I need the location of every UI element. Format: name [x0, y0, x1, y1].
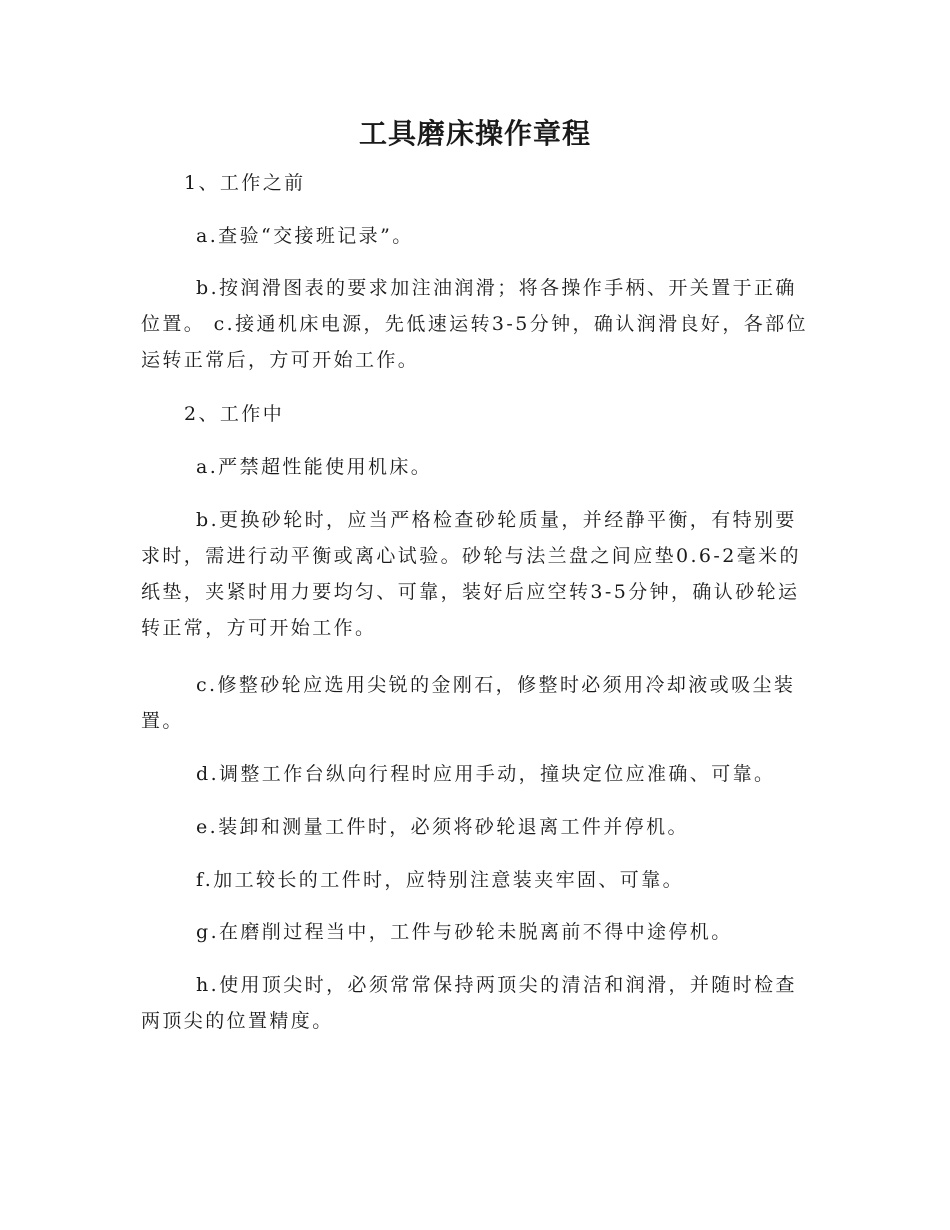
document-title: 工具磨床操作章程: [358, 117, 591, 150]
paragraph-item-e: e.装卸和测量工件时，必须将砂轮退离工件并停机。: [196, 816, 689, 838]
paragraph-item-a: a.查验“交接班记录”。: [196, 225, 414, 247]
paragraph-item-d: d.调整工作台纵向行程时应用手动，撞块定位应准确、可靠。: [196, 763, 776, 785]
paragraph-item-g: g.在磨削过程当中，工件与砂轮未脱离前不得中途停机。: [196, 921, 733, 943]
paragraph-item-a: a.严禁超性能使用机床。: [196, 456, 433, 478]
paragraph-item-b-c: b.按润滑图表的要求加注油润滑；将各操作手柄、开关置于正确位置。 c.接通机床电源，先低速运转3-5分钟，确认润滑良好，各部位运转正常后，方可开始工作。: [141, 277, 808, 371]
section-heading-during-work: 2、工作中: [184, 403, 285, 425]
paragraph-item-b: b.更换砂轮时，应当严格检查砂轮质量，并经静平衡，有特别要求时，需进行动平衡或离心试验。砂轮与法兰盘之间应垫0.6-2毫米的纸垫，夹紧时用力要均匀、可靠，装好后应空转3-5分钟，确认砂轮运转正常，方可开始工作。: [141, 509, 801, 639]
section-heading-before-work: 1、工作之前: [184, 172, 306, 194]
paragraph-item-h: h.使用顶尖时，必须常常保持两顶尖的清洁和润滑，并随时检查两顶尖的位置精度。: [141, 974, 797, 1032]
paragraph-item-f: f.加工较长的工件时，应特别注意装夹牢固、可靠。: [196, 869, 684, 891]
paragraph-item-c: c.修整砂轮应选用尖锐的金刚石，修整时必须用冷却液或吸尘装置。: [141, 674, 796, 732]
